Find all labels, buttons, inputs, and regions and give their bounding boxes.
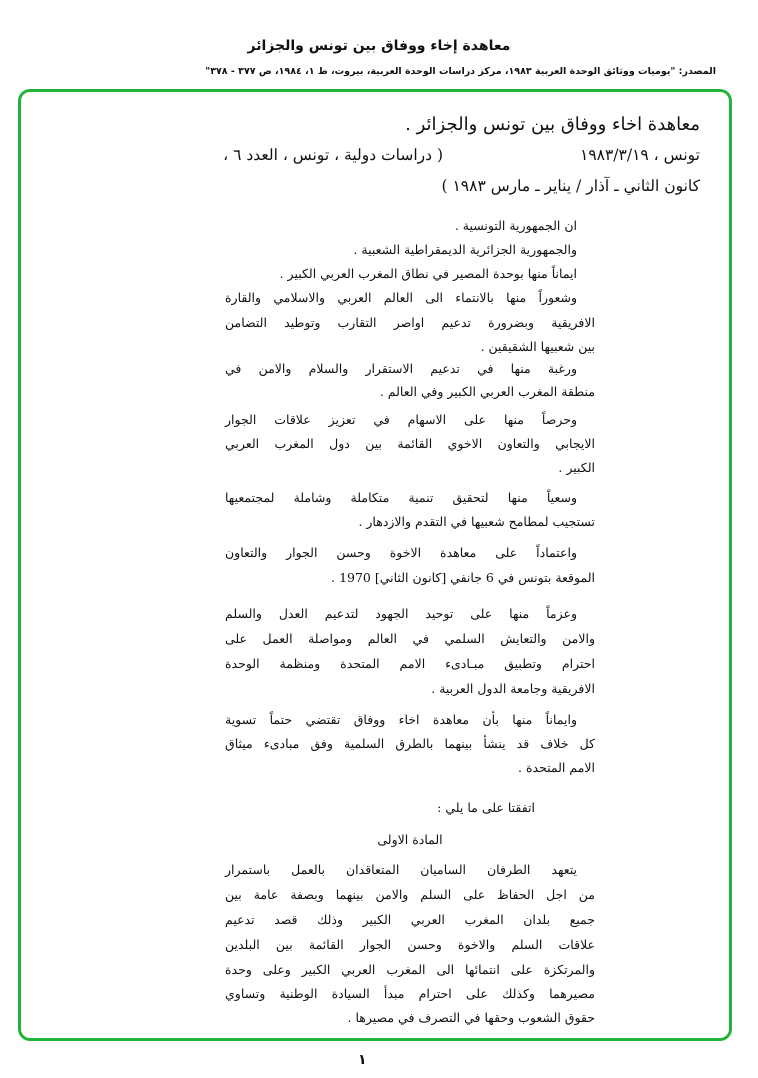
body-line: والمرتكزة على انتمائها الى المغرب العربي الكبير وعلى وحدة [225, 962, 595, 977]
body-line: الكبير . [558, 460, 595, 475]
body-line: الايجابي والتعاون الاخوي القائمة بين دول المغرب العربي [225, 436, 595, 451]
body-line: منطقة المغرب العربي الكبير وفي العالم . [379, 384, 595, 399]
body-line: احترام وتطبيق مبـادىء الامم المتحدة ومنظمة الوحدة [225, 656, 595, 671]
body-line: ورغبة منها في تدعيم الاستقرار والسلام والامن في [225, 361, 577, 376]
body-line: جميع بلدان المغرب العربي الكبير وذلك قصد تدعيم [225, 912, 595, 927]
body-line: والامن والتعايش السلمي في العالم ومواصلة العمل على [225, 631, 595, 646]
place-date: تونس ، ١٩٨٣/٣/١٩ [580, 146, 700, 164]
citation-line-1: ( دراسات دولية ، تونس ، العدد ٦ ، [223, 146, 443, 164]
body-line: واعتماداً على معاهدة الاخوة وحسن الجوار والتعاون [225, 545, 577, 560]
citation-line-2: كانون الثاني ـ آذار / يناير ـ مارس ١٩٨٣ ) [441, 177, 700, 195]
body-line: الافريقية وجامعة الدول العربية . [431, 681, 595, 696]
body-line: الموقعة بتونس في 6 جانفي [كانون الثاني] 1970 . [331, 570, 595, 585]
document-title: معاهدة اخاء ووفاق بين تونس والجزائر . [405, 114, 700, 135]
body-line: الافريقية وبضرورة تدعيم اواصر التقارب وتوطيد التضامن [225, 315, 595, 330]
body-line: وايماناً منها بأن معاهدة اخاء ووفاق تقتضي حتماً تسوية [225, 712, 577, 727]
body-line: وسعياً منها لتحقيق تنمية متكاملة وشاملة لمجتمعيها [225, 490, 577, 505]
body-line: اتفقتا على ما يلي : [437, 800, 535, 815]
body-line: كل خلاف قد ينشأ بينهما بالطرق السلمية وفق مبادىء ميثاق [225, 736, 595, 751]
body-line: حقوق الشعوب وحقها في التصرف في مصيرها . [347, 1010, 595, 1025]
body-line: مصيرهما وكذلك على احترام مبدأ السيادة الوطنية وتساوي [225, 986, 595, 1001]
body-line: بين شعبيها الشقيقين . [480, 339, 595, 354]
body-line: من اجل الحفاظ على السلم والامن بينهما وبصفة عامة بين [225, 887, 595, 902]
body-line: ان الجمهورية التونسية . [454, 218, 577, 233]
header-source: المصدر: "يوميات ووثائق الوحدة العربية ١٩٨٣، مركز دراسات الوحدة العربية، بيروت، ط ١، ١٩٨٤، ص ٣٧٧ - ٣٧٨" [205, 66, 716, 77]
body-line: وشعوراً منها بالانتماء الى العالم العربي والاسلامي والقارة [225, 290, 577, 305]
page-number: ١ [358, 1052, 367, 1068]
body-line: والجمهورية الجزائرية الديمقراطية الشعبية . [353, 242, 577, 257]
body-line: وعزماً منها على توحيد الجهود لتدعيم العدل والسلم [225, 606, 577, 621]
body-line: وحرصاً منها على الاسهام في تعزيز علاقات الجوار [225, 412, 577, 427]
body-line: يتعهد الطرفان الساميان المتعاقدان بالعمل باستمرار [225, 862, 577, 877]
body-line: تستجيب لمطامح شعبيها في التقدم والازدهار . [358, 514, 595, 529]
header-title: معاهدة إخاء ووفاق بين تونس والجزائر [247, 38, 511, 54]
article-heading: المادة الاولى [377, 832, 443, 847]
body-line: الامم المتحدة . [518, 760, 595, 775]
body-line: ايماناً منها بوحدة المصير في نطاق المغرب العربي الكبير . [279, 266, 577, 281]
body-line: علاقات السلم والاخوة وحسن الجوار القائمة بين البلدين [225, 937, 595, 952]
